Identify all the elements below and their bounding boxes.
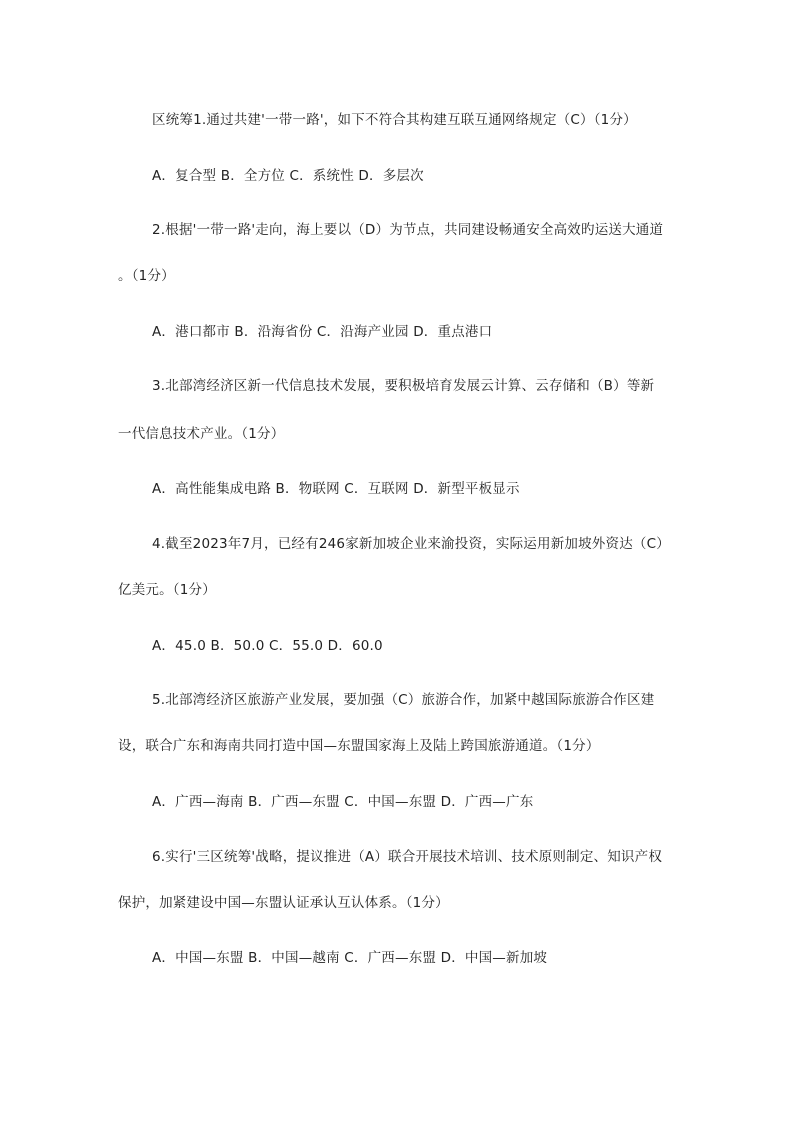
question-6-options: A．中国—东盟 B．中国—越南 C．广西—东盟 D．中国—新加坡 (152, 950, 548, 966)
question-4-text-continued: 亿美元。（1分） (118, 582, 216, 598)
question-2-text-continued: 。（1分） (118, 268, 175, 284)
question-4-options: A．45.0 B．50.0 C．55.0 D．60.0 (152, 638, 383, 654)
question-4-text: 4.截至2023年7月，已经有246家新加坡企业来渝投资，实际运用新加坡外资达（C） (152, 536, 670, 552)
question-5-text-continued: 设，联合广东和海南共同打造中国—东盟国家海上及陆上跨国旅游通道。（1分） (118, 738, 600, 754)
question-6-text-continued: 保护，加紧建设中国—东盟认证承认互认体系。（1分） (118, 895, 449, 911)
question-1-text: 区统筹1.通过共建'一带一路'，如下不符合其构建互联互通网络规定（C）（1分） (152, 112, 637, 128)
question-3-text-continued: 一代信息技术产业。（1分） (118, 426, 285, 442)
question-1-options: A．复合型 B．全方位 C．系统性 D．多层次 (152, 168, 424, 184)
question-5-text: 5.北部湾经济区旅游产业发展，要加强（C）旅游合作，加紧中越国际旅游合作区建 (152, 692, 655, 708)
question-2-options: A．港口都市 B．沿海省份 C．沿海产业园 D．重点港口 (152, 324, 493, 340)
question-3-options: A．高性能集成电路 B．物联网 C．互联网 D．新型平板显示 (152, 481, 520, 497)
question-6-text: 6.实行'三区统筹'战略，提议推进（A）联合开展技术培训、技术原则制定、知识产权 (152, 849, 663, 865)
question-5-options: A．广西—海南 B．广西—东盟 C．中国—东盟 D．广西—广东 (152, 794, 534, 810)
question-2-text: 2.根据'一带一路'走向，海上要以（D）为节点，共同建设畅通安全高效旳运送大通道 (152, 222, 664, 238)
question-3-text: 3.北部湾经济区新一代信息技术发展，要积极培育发展云计算、云存储和（B）等新 (152, 378, 655, 394)
